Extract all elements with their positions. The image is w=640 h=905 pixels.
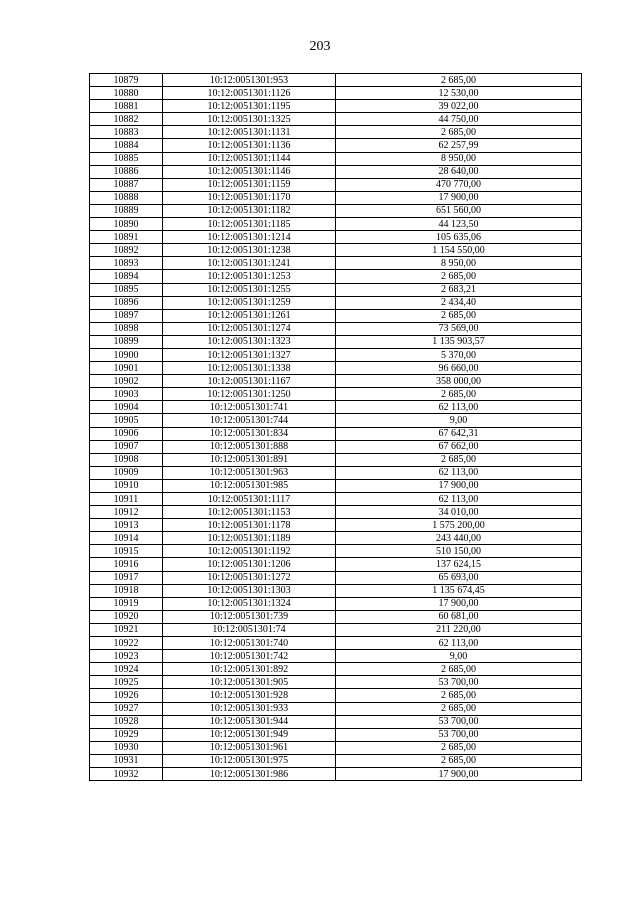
cadastral-number-cell: 10:12:0051301:1272 [163, 571, 336, 584]
row-number-cell: 10912 [90, 506, 163, 519]
row-number-cell: 10905 [90, 414, 163, 427]
table-row [90, 178, 582, 191]
table-row [90, 218, 582, 231]
value-cell: 510 150,00 [336, 545, 582, 558]
table-row [90, 296, 582, 309]
cadastral-number-cell: 10:12:0051301:891 [163, 453, 336, 466]
row-number-cell: 10915 [90, 545, 163, 558]
table-row [90, 663, 582, 676]
table-row [90, 322, 582, 335]
value-cell: 44 123,50 [336, 218, 582, 231]
cadastral-number-cell: 10:12:0051301:1153 [163, 506, 336, 519]
row-number-cell: 10918 [90, 584, 163, 597]
table-row [90, 113, 582, 126]
row-number-cell: 10924 [90, 663, 163, 676]
table-row [90, 348, 582, 361]
table-row [90, 362, 582, 375]
row-number-cell: 10928 [90, 715, 163, 728]
value-cell: 2 683,21 [336, 283, 582, 296]
table-row [90, 479, 582, 492]
value-cell: 1 135 674,45 [336, 584, 582, 597]
cadastral-number-cell: 10:12:0051301:1214 [163, 231, 336, 244]
row-number-cell: 10903 [90, 388, 163, 401]
value-cell: 67 642,31 [336, 427, 582, 440]
cadastral-number-cell: 10:12:0051301:888 [163, 440, 336, 453]
row-number-cell: 10926 [90, 689, 163, 702]
table-row [90, 689, 582, 702]
cadastral-number-cell: 10:12:0051301:1259 [163, 296, 336, 309]
value-cell: 1 135 903,57 [336, 335, 582, 348]
table-row [90, 309, 582, 322]
row-number-cell: 10892 [90, 244, 163, 257]
row-number-cell: 10895 [90, 283, 163, 296]
cadastral-number-cell: 10:12:0051301:1146 [163, 165, 336, 178]
table-row [90, 440, 582, 453]
value-cell: 9,00 [336, 650, 582, 663]
row-number-cell: 10898 [90, 322, 163, 335]
row-number-cell: 10916 [90, 558, 163, 571]
cadastral-number-cell: 10:12:0051301:892 [163, 663, 336, 676]
cadastral-number-cell: 10:12:0051301:1170 [163, 191, 336, 204]
table-row [90, 388, 582, 401]
value-cell: 53 700,00 [336, 715, 582, 728]
row-number-cell: 10889 [90, 204, 163, 217]
table-row [90, 204, 582, 217]
table-row [90, 165, 582, 178]
row-number-cell: 10881 [90, 100, 163, 113]
cadastral-number-cell: 10:12:0051301:741 [163, 401, 336, 414]
cadastral-number-cell: 10:12:0051301:933 [163, 702, 336, 715]
row-number-cell: 10908 [90, 453, 163, 466]
value-cell: 73 569,00 [336, 322, 582, 335]
table-row [90, 571, 582, 584]
cadastral-number-cell: 10:12:0051301:961 [163, 741, 336, 754]
value-cell: 62 257,99 [336, 139, 582, 152]
cadastral-number-cell: 10:12:0051301:953 [163, 74, 336, 87]
cadastral-number-cell: 10:12:0051301:74 [163, 623, 336, 636]
cadastral-number-cell: 10:12:0051301:1117 [163, 493, 336, 506]
value-cell: 12 530,00 [336, 87, 582, 100]
value-cell: 65 693,00 [336, 571, 582, 584]
value-cell: 17 900,00 [336, 479, 582, 492]
cadastral-number-cell: 10:12:0051301:1195 [163, 100, 336, 113]
value-cell: 62 113,00 [336, 637, 582, 650]
value-cell: 53 700,00 [336, 676, 582, 689]
value-cell: 2 685,00 [336, 74, 582, 87]
cadastral-number-cell: 10:12:0051301:1182 [163, 204, 336, 217]
value-cell: 62 113,00 [336, 493, 582, 506]
row-number-cell: 10882 [90, 113, 163, 126]
table-row [90, 335, 582, 348]
value-cell: 62 113,00 [336, 466, 582, 479]
row-number-cell: 10930 [90, 741, 163, 754]
table-row [90, 597, 582, 610]
value-cell: 28 640,00 [336, 165, 582, 178]
cadastral-number-cell: 10:12:0051301:1324 [163, 597, 336, 610]
table-row [90, 126, 582, 139]
value-cell: 105 635,06 [336, 231, 582, 244]
table-row [90, 702, 582, 715]
value-cell: 2 685,00 [336, 689, 582, 702]
table-row [90, 100, 582, 113]
table-row [90, 283, 582, 296]
value-cell: 9,00 [336, 414, 582, 427]
value-cell: 96 660,00 [336, 362, 582, 375]
cadastral-number-cell: 10:12:0051301:1206 [163, 558, 336, 571]
cadastral-number-cell: 10:12:0051301:985 [163, 479, 336, 492]
cadastral-number-cell: 10:12:0051301:1303 [163, 584, 336, 597]
value-cell: 17 900,00 [336, 767, 582, 780]
table-row [90, 519, 582, 532]
registry-table-body [90, 74, 582, 781]
table-row [90, 191, 582, 204]
row-number-cell: 10880 [90, 87, 163, 100]
row-number-cell: 10906 [90, 427, 163, 440]
cadastral-number-cell: 10:12:0051301:1327 [163, 348, 336, 361]
value-cell: 53 700,00 [336, 728, 582, 741]
table-row [90, 401, 582, 414]
table-row [90, 152, 582, 165]
row-number-cell: 10909 [90, 466, 163, 479]
table-row [90, 623, 582, 636]
table-row [90, 545, 582, 558]
row-number-cell: 10920 [90, 610, 163, 623]
row-number-cell: 10919 [90, 597, 163, 610]
value-cell: 2 685,00 [336, 663, 582, 676]
cadastral-number-cell: 10:12:0051301:949 [163, 728, 336, 741]
cadastral-number-cell: 10:12:0051301:1136 [163, 139, 336, 152]
cadastral-number-cell: 10:12:0051301:986 [163, 767, 336, 780]
value-cell: 211 220,00 [336, 623, 582, 636]
cadastral-number-cell: 10:12:0051301:1167 [163, 375, 336, 388]
row-number-cell: 10904 [90, 401, 163, 414]
cadastral-number-cell: 10:12:0051301:1189 [163, 532, 336, 545]
value-cell: 44 750,00 [336, 113, 582, 126]
value-cell: 137 624,15 [336, 558, 582, 571]
table-row [90, 244, 582, 257]
registry-table [89, 73, 582, 781]
row-number-cell: 10902 [90, 375, 163, 388]
value-cell: 8 950,00 [336, 257, 582, 270]
table-row [90, 453, 582, 466]
cadastral-number-cell: 10:12:0051301:1323 [163, 335, 336, 348]
row-number-cell: 10885 [90, 152, 163, 165]
row-number-cell: 10894 [90, 270, 163, 283]
cadastral-number-cell: 10:12:0051301:744 [163, 414, 336, 427]
value-cell: 67 662,00 [336, 440, 582, 453]
table-row [90, 584, 582, 597]
value-cell: 17 900,00 [336, 597, 582, 610]
cadastral-number-cell: 10:12:0051301:1255 [163, 283, 336, 296]
table-row [90, 715, 582, 728]
value-cell: 470 770,00 [336, 178, 582, 191]
cadastral-number-cell: 10:12:0051301:905 [163, 676, 336, 689]
row-number-cell: 10893 [90, 257, 163, 270]
table-row [90, 558, 582, 571]
cadastral-number-cell: 10:12:0051301:1192 [163, 545, 336, 558]
cadastral-number-cell: 10:12:0051301:1178 [163, 519, 336, 532]
table-row [90, 676, 582, 689]
row-number-cell: 10922 [90, 637, 163, 650]
value-cell: 2 685,00 [336, 309, 582, 322]
value-cell: 62 113,00 [336, 401, 582, 414]
page-number: 203 [309, 39, 331, 54]
cadastral-number-cell: 10:12:0051301:740 [163, 637, 336, 650]
value-cell: 1 154 550,00 [336, 244, 582, 257]
table-row [90, 139, 582, 152]
value-cell: 39 022,00 [336, 100, 582, 113]
cadastral-number-cell: 10:12:0051301:963 [163, 466, 336, 479]
row-number-cell: 10890 [90, 218, 163, 231]
row-number-cell: 10896 [90, 296, 163, 309]
value-cell: 60 681,00 [336, 610, 582, 623]
row-number-cell: 10900 [90, 348, 163, 361]
cadastral-number-cell: 10:12:0051301:1261 [163, 309, 336, 322]
value-cell: 243 440,00 [336, 532, 582, 545]
value-cell: 2 685,00 [336, 754, 582, 767]
row-number-cell: 10932 [90, 767, 163, 780]
cadastral-number-cell: 10:12:0051301:1338 [163, 362, 336, 375]
table-row [90, 610, 582, 623]
table-row [90, 754, 582, 767]
row-number-cell: 10901 [90, 362, 163, 375]
row-number-cell: 10879 [90, 74, 163, 87]
row-number-cell: 10931 [90, 754, 163, 767]
table-row [90, 270, 582, 283]
cadastral-number-cell: 10:12:0051301:1185 [163, 218, 336, 231]
value-cell: 2 434,40 [336, 296, 582, 309]
row-number-cell: 10917 [90, 571, 163, 584]
cadastral-number-cell: 10:12:0051301:944 [163, 715, 336, 728]
cadastral-number-cell: 10:12:0051301:834 [163, 427, 336, 440]
cadastral-number-cell: 10:12:0051301:1131 [163, 126, 336, 139]
cadastral-number-cell: 10:12:0051301:975 [163, 754, 336, 767]
cadastral-number-cell: 10:12:0051301:1241 [163, 257, 336, 270]
value-cell: 2 685,00 [336, 270, 582, 283]
table-row [90, 741, 582, 754]
row-number-cell: 10925 [90, 676, 163, 689]
row-number-cell: 10929 [90, 728, 163, 741]
value-cell: 651 560,00 [336, 204, 582, 217]
table-row [90, 532, 582, 545]
table-row [90, 466, 582, 479]
value-cell: 2 685,00 [336, 126, 582, 139]
row-number-cell: 10899 [90, 335, 163, 348]
cadastral-number-cell: 10:12:0051301:1144 [163, 152, 336, 165]
row-number-cell: 10910 [90, 479, 163, 492]
row-number-cell: 10921 [90, 623, 163, 636]
cadastral-number-cell: 10:12:0051301:1325 [163, 113, 336, 126]
cadastral-number-cell: 10:12:0051301:1159 [163, 178, 336, 191]
table-row [90, 87, 582, 100]
table-row [90, 375, 582, 388]
value-cell: 2 685,00 [336, 453, 582, 466]
value-cell: 17 900,00 [336, 191, 582, 204]
value-cell: 2 685,00 [336, 741, 582, 754]
value-cell: 34 010,00 [336, 506, 582, 519]
table-row [90, 767, 582, 780]
value-cell: 1 575 200,00 [336, 519, 582, 532]
value-cell: 2 685,00 [336, 702, 582, 715]
cadastral-number-cell: 10:12:0051301:1274 [163, 322, 336, 335]
cadastral-number-cell: 10:12:0051301:928 [163, 689, 336, 702]
table-row [90, 427, 582, 440]
cadastral-number-cell: 10:12:0051301:1238 [163, 244, 336, 257]
row-number-cell: 10897 [90, 309, 163, 322]
table-row [90, 637, 582, 650]
table-row [90, 728, 582, 741]
row-number-cell: 10886 [90, 165, 163, 178]
row-number-cell: 10927 [90, 702, 163, 715]
row-number-cell: 10911 [90, 493, 163, 506]
cadastral-number-cell: 10:12:0051301:739 [163, 610, 336, 623]
table-row [90, 506, 582, 519]
value-cell: 8 950,00 [336, 152, 582, 165]
value-cell: 5 370,00 [336, 348, 582, 361]
table-row [90, 231, 582, 244]
table-row [90, 493, 582, 506]
cadastral-number-cell: 10:12:0051301:742 [163, 650, 336, 663]
row-number-cell: 10914 [90, 532, 163, 545]
table-row [90, 257, 582, 270]
value-cell: 358 000,00 [336, 375, 582, 388]
cadastral-number-cell: 10:12:0051301:1250 [163, 388, 336, 401]
row-number-cell: 10888 [90, 191, 163, 204]
row-number-cell: 10891 [90, 231, 163, 244]
table-row [90, 74, 582, 87]
row-number-cell: 10884 [90, 139, 163, 152]
row-number-cell: 10923 [90, 650, 163, 663]
table-row [90, 650, 582, 663]
row-number-cell: 10883 [90, 126, 163, 139]
cadastral-number-cell: 10:12:0051301:1126 [163, 87, 336, 100]
value-cell: 2 685,00 [336, 388, 582, 401]
row-number-cell: 10913 [90, 519, 163, 532]
table-row [90, 414, 582, 427]
row-number-cell: 10887 [90, 178, 163, 191]
cadastral-number-cell: 10:12:0051301:1253 [163, 270, 336, 283]
row-number-cell: 10907 [90, 440, 163, 453]
